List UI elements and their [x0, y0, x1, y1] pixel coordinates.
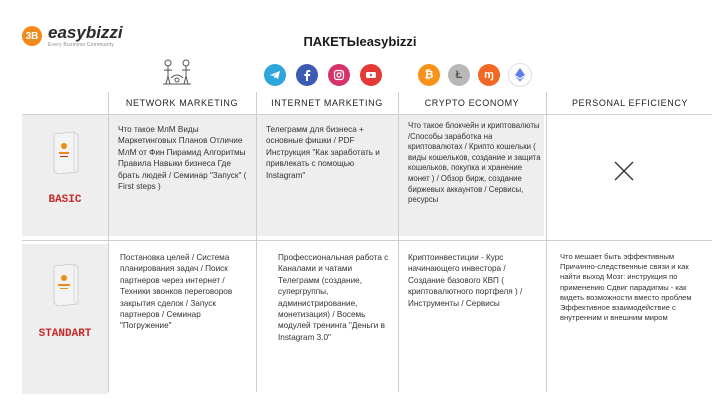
- youtube-icon[interactable]: [360, 64, 382, 86]
- cell-standart-internet-marketing: Профессиональная работа с Каналами и чатами Телеграмм (создание, супергруппы, администрирование, монетизация) / Восемь модулей тренинга "Деньги в Instagram 3.0": [278, 253, 389, 342]
- table-divider: [22, 114, 712, 115]
- page-title: ПАКЕТЫeasybizzi: [303, 34, 417, 49]
- package-name-basic: BASIC: [48, 194, 82, 206]
- litecoin-icon: Ł: [448, 64, 470, 86]
- package-name-standart: STANDART: [38, 328, 92, 340]
- column-divider: [398, 92, 399, 392]
- not-included-x-icon: [613, 160, 635, 182]
- standart-product-box-icon: [50, 262, 80, 306]
- column-header-network-marketing: NETWORK MARKETING: [125, 98, 239, 108]
- cell-basic-network-marketing: Что такое МлМ Виды Маркетинговых Планов Отличие МлМ от Фин Пирамид Алгоритмы Правила Навыки бизнеса Где брать людей / Семинар "Запуск" ( First steps ): [118, 125, 247, 192]
- monero-icon: ɱ: [478, 64, 500, 86]
- column-divider: [108, 92, 109, 392]
- cell-basic-crypto-economy: Что такое блокчейн и криптовалюты /Способы заработка на криптовалютах / Крипто кошельки ( виды кошельков, создание и защита кошельков, покупка и хранение монет ) / Обзор бирж, создание биржевых аккаунтов / Сервисы, ресурсы: [408, 121, 541, 205]
- cell-basic-internet-marketing: Телеграмм для бизнеса + основные фишки / PDF Инструкция "Как заработать и привлекать с помощью Instagram": [266, 125, 380, 180]
- social-icons: [264, 62, 382, 88]
- column-header-personal-efficiency: PERSONAL EFFICIENCY: [571, 98, 689, 108]
- column-divider: [546, 92, 547, 392]
- column-divider: [256, 92, 257, 392]
- ethereum-icon: [508, 63, 532, 87]
- cell-standart-crypto-economy: Криптоинвестиции - Курс начинающего инвестора / Создание базового КВП ( криптовалютного портфеля ) / Инструменты / Сервисы: [408, 253, 523, 308]
- crypto-icons: [418, 62, 532, 88]
- logo-badge-icon: 3B: [22, 26, 42, 46]
- bitcoin-icon: ₿: [418, 64, 440, 86]
- logo-tagline: Every Business Community: [48, 42, 114, 48]
- cell-standart-personal-efficiency: Что мешает быть эффективным Причинно-следственные связи и как найти выход Мозг: инструкция по применению Сдвиг парадигмы - как видеть возможности вместо проблем Эффективное взаимодействие с внутренним и внешним миром: [560, 252, 692, 323]
- instagram-icon[interactable]: [328, 64, 350, 86]
- column-header-crypto-economy: CRYPTO ECONOMY: [424, 98, 520, 108]
- telegram-icon[interactable]: [264, 64, 286, 86]
- network-handshake-icon: [160, 58, 194, 88]
- column-header-internet-marketing: INTERNET MARKETING: [271, 98, 383, 108]
- basic-product-box-icon: [50, 130, 80, 174]
- facebook-icon[interactable]: [296, 64, 318, 86]
- cell-standart-network-marketing: Постановка целей / Система планирования задач / Поиск партнеров через интернет /Техники звонков переговоров закрытия сделок / Запуск партнеров / Семинар "Погружение": [120, 253, 233, 331]
- table-divider: [22, 240, 712, 241]
- logo-name: easybizzi: [48, 23, 123, 42]
